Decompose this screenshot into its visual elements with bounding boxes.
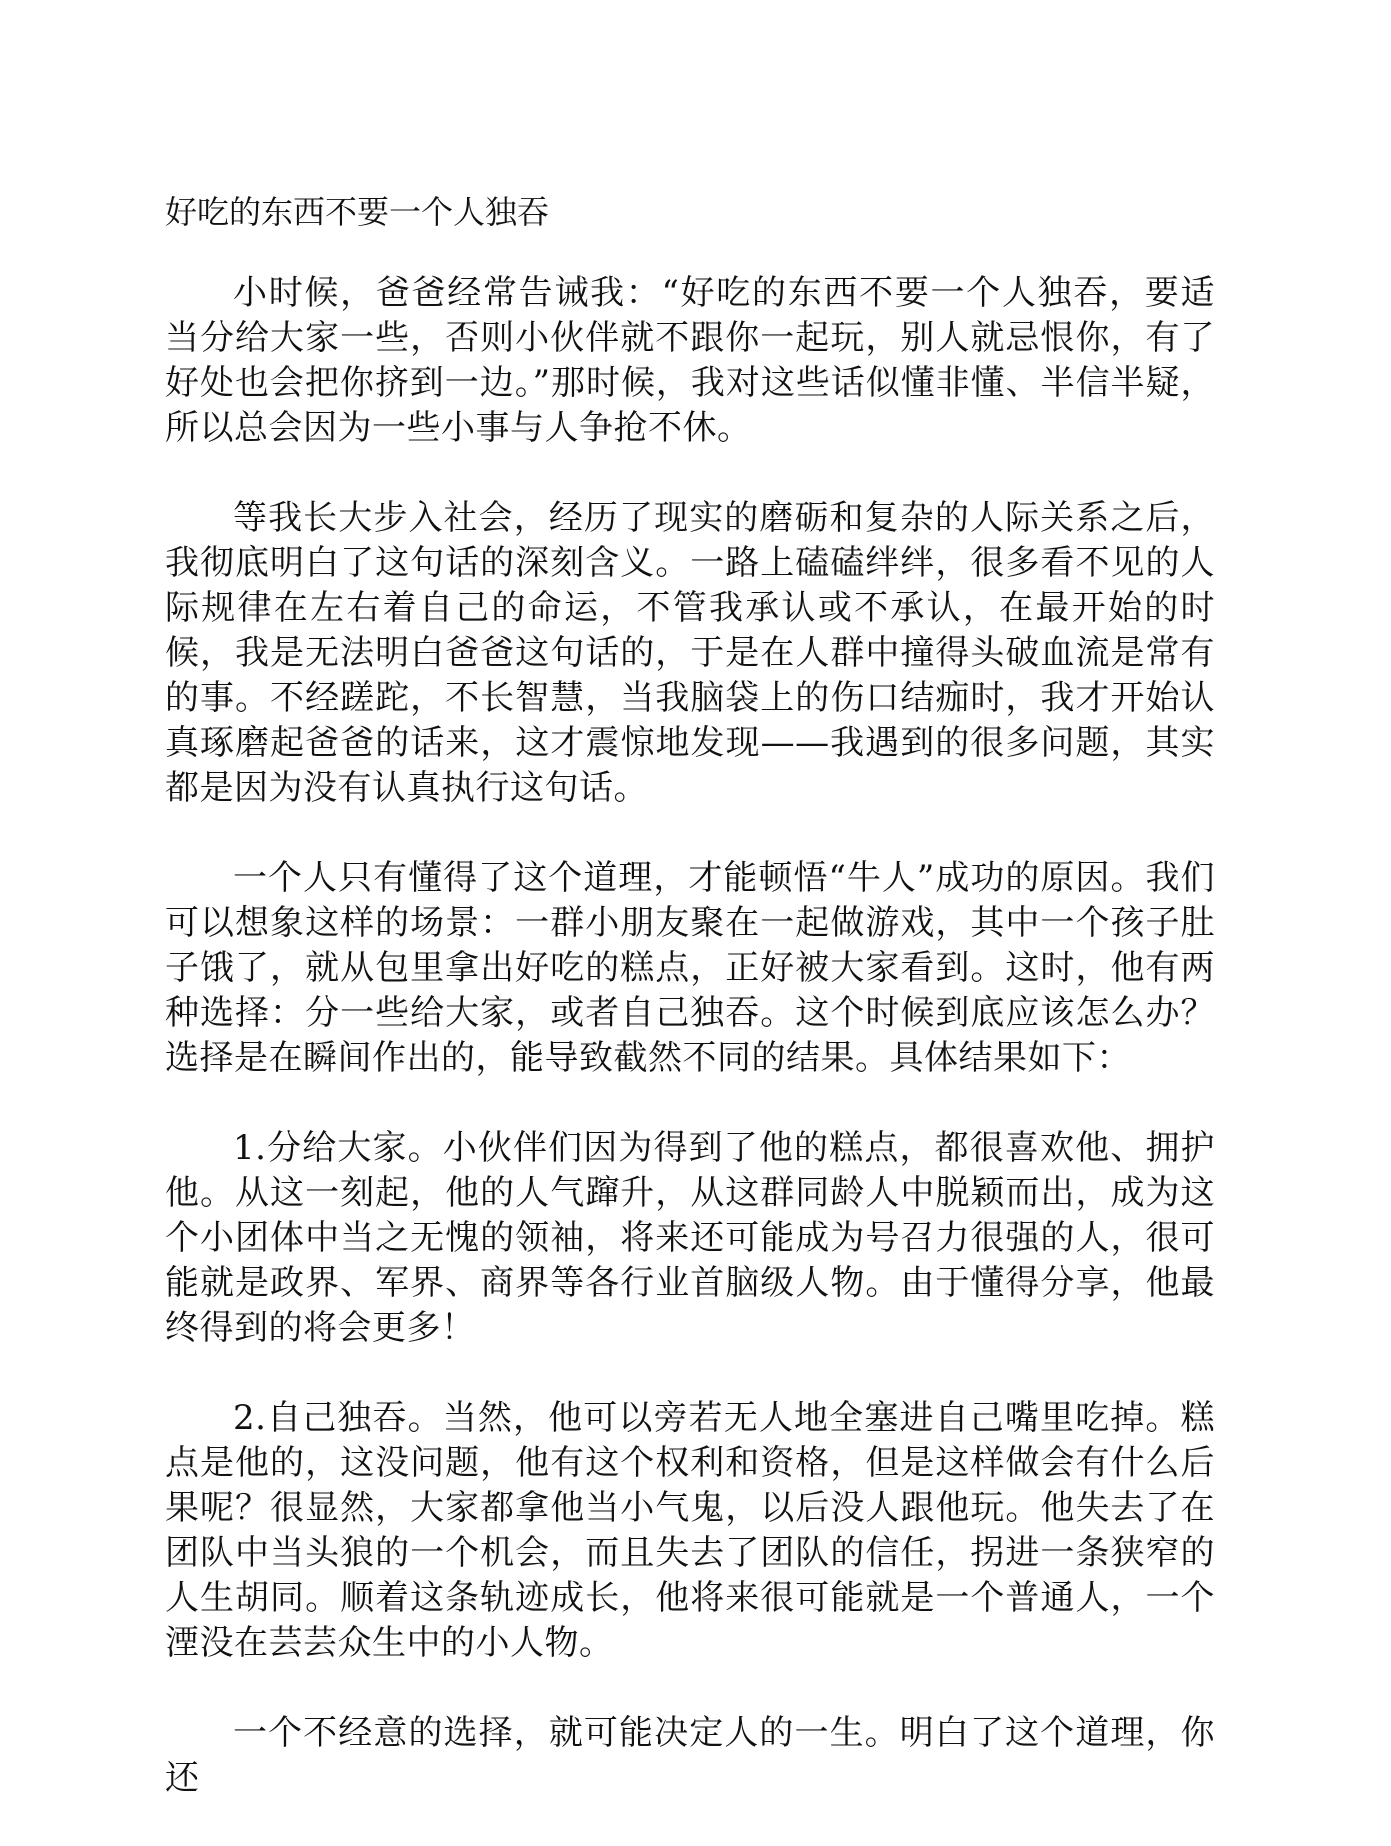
document-title: 好吃的东西不要一个人独吞 xyxy=(165,193,550,231)
document-page xyxy=(165,190,1215,1846)
paragraph-6: 一个不经意的选择，就可能决定人的一生。明白了这个道理，你还 xyxy=(165,1713,1215,1798)
paragraph-1: 小时候，爸爸经常告诫我：“好吃的东西不要一个人独吞，要适当分给大家一些，否则小伙伴就不跟你一起玩，别人就忌恨你，有了好处也会把你挤到一边。”那时候，我对这些话似懂非懂、半信半疑，所以总会因为一些小事与人争抢不休。 xyxy=(165,273,1215,448)
paragraph-4: 1.分给大家。小伙伴们因为得到了他的糕点，都很喜欢他、拥护他。从这一刻起，他的人气蹿升，从这群同龄人中脱颖而出，成为这个小团体中当之无愧的领袖，将来还可能成为号召力很强的人，很可能就是政界、军界、商界等各行业首脑级人物。由于懂得分享，他最终得到的将会更多！ xyxy=(165,1128,1215,1348)
paragraph-2: 等我长大步入社会，经历了现实的磨砺和复杂的人际关系之后，我彻底明白了这句话的深刻含义。一路上磕磕绊绊，很多看不见的人际规律在左右着自己的命运，不管我承认或不承认，在最开始的时候，我是无法明白爸爸这句话的，于是在人群中撞得头破血流是常有的事。不经蹉跎，不长智慧，当我脑袋上的伤口结痂时，我才开始认真琢磨起爸爸的话来，这才震惊地发现——我遇到的很多问题，其实都是因为没有认真执行这句话。 xyxy=(165,498,1215,808)
paragraph-3: 一个人只有懂得了这个道理，才能顿悟“牛人”成功的原因。我们可以想象这样的场景：一群小朋友聚在一起做游戏，其中一个孩子肚子饿了，就从包里拿出好吃的糕点，正好被大家看到。这时，他有两种选择：分一些给大家，或者自己独吞。这个时候到底应该怎么办？选择是在瞬间作出的，能导致截然不同的结果。具体结果如下： xyxy=(165,858,1215,1078)
paragraph-5: 2.自己独吞。当然，他可以旁若无人地全塞进自己嘴里吃掉。糕点是他的，这没问题，他有这个权利和资格，但是这样做会有什么后果呢？很显然，大家都拿他当小气鬼，以后没人跟他玩。他失去了在团队中当头狼的一个机会，而且失去了团队的信任，拐进一条狭窄的人生胡同。顺着这条轨迹成长，他将来很可能就是一个普通人，一个湮没在芸芸众生中的小人物。 xyxy=(165,1398,1215,1663)
